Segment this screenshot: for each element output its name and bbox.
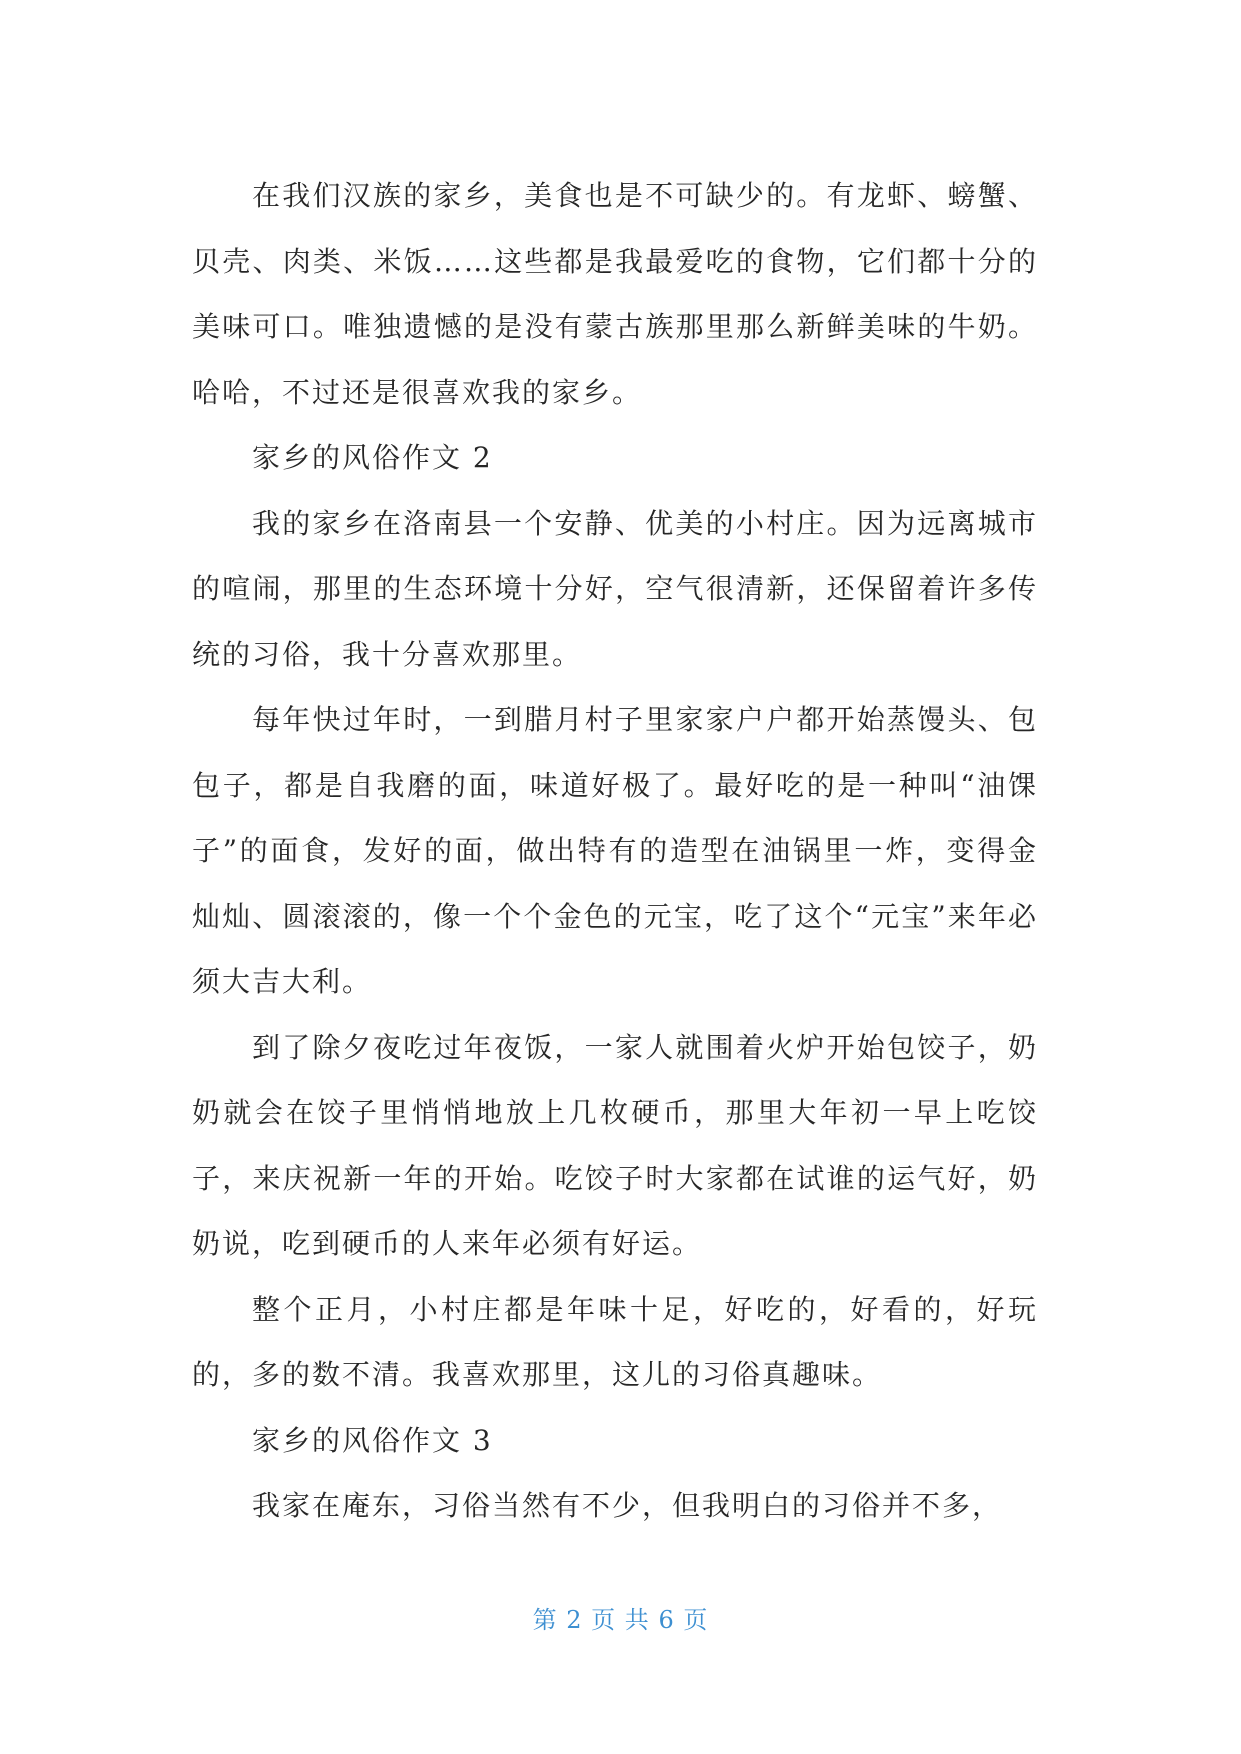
paragraph-andong: 我家在庵东，习俗当然有不少，但我明白的习俗并不多， <box>252 1489 1003 1522</box>
page-number-footer: 第 2 页 共 6 页 <box>532 1606 709 1634</box>
paragraph-hometown: 我的家乡在洛南县一个安静、优美的小村庄。因为远离城市的喧闹，那里的生态环境十分好，空气很清新，还保留着许多传统的习俗，我十分喜欢那里。 <box>192 506 1038 671</box>
paragraph-first-month: 整个正月，小村庄都是年味十足，好吃的，好看的，好玩的，多的数不清。我喜欢那里，这儿的习俗真趣味。 <box>192 1292 1038 1391</box>
paragraph-new-year-prep: 每年快过年时，一到腊月村子里家家户户都开始蒸馒头、包包子，都是自我磨的面，味道好极了。最好吃的是一种叫“油馃子”的面食，发好的面，做出特有的造型在油锅里一炸，变得金灿灿、圆滚滚的，像一个个金色的元宝，吃了这个“元宝”来年必须大吉大利。 <box>192 703 1038 998</box>
document-body <box>192 163 1038 1539</box>
essay-heading-2: 家乡的风俗作文 2 <box>252 441 493 474</box>
essay-heading-3: 家乡的风俗作文 3 <box>252 1423 493 1457</box>
paragraph-dumplings: 到了除夕夜吃过年夜饭，一家人就围着火炉开始包饺子，奶奶就会在饺子里悄悄地放上几枚硬币，那里大年初一早上吃饺子，来庆祝新一年的开始。吃饺子时大家都在试谁的运气好，奶奶说，吃到硬币的人来年必须有好运。 <box>192 1030 1038 1260</box>
paragraph-food: 在我们汉族的家乡，美食也是不可缺少的。有龙虾、螃蟹、贝壳、肉类、米饭……这些都是我最爱吃的食物，它们都十分的美味可口。唯独遗憾的是没有蒙古族那里那么新鲜美味的牛奶。哈哈，不过还是很喜欢我的家乡。 <box>192 179 1038 409</box>
